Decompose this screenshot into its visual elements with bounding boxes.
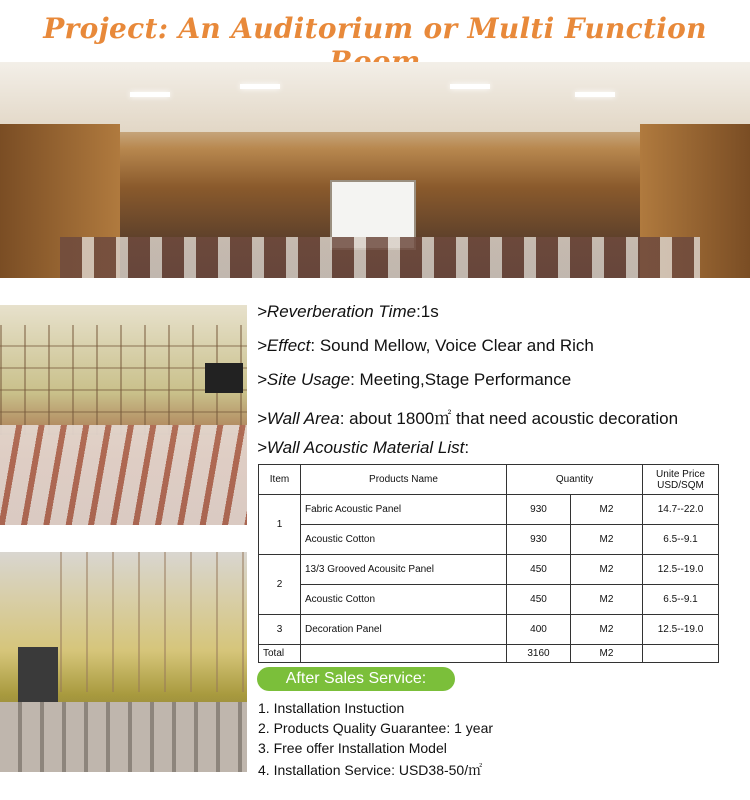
table-row: [259, 585, 719, 615]
cell-item: 3: [259, 615, 301, 645]
cell-product: Decoration Panel: [301, 615, 507, 645]
cell-item: 2: [259, 555, 301, 615]
auditorium-panorama-photo: [0, 62, 750, 278]
spec-reverberation: >Reverberation Time:1s: [257, 302, 439, 321]
cell-unit: M2: [571, 585, 643, 615]
service-item: 2. Products Quality Guarantee: 1 year: [258, 720, 494, 736]
cell-unit: M2: [571, 495, 643, 525]
spec-site-usage: >Site Usage: Meeting,Stage Performance: [257, 370, 572, 389]
header-quantity: Quantity: [507, 465, 643, 495]
installation-photo-seats: [0, 305, 247, 525]
service-item: 1. Installation Instuction: [258, 700, 405, 716]
table-row: [259, 555, 719, 585]
after-sales-badge: After Sales Service:: [257, 667, 455, 691]
spec-material-list: >Wall Acoustic Material List:: [257, 438, 470, 457]
cell-qty: 930: [507, 525, 571, 555]
cell-price: 12.5--19.0: [643, 555, 719, 585]
cell-item: Total: [259, 645, 301, 663]
cell-product: Acoustic Cotton: [301, 525, 507, 555]
header-price: Unite Price USD/SQM: [643, 465, 719, 495]
page-title: Project: An Auditorium or Multi Function: [43, 12, 707, 45]
cell-qty: 400: [507, 615, 571, 645]
cell-unit: M2: [571, 615, 643, 645]
cell-product: Fabric Acoustic Panel: [301, 495, 507, 525]
cell-price: 6.5--9.1: [643, 525, 719, 555]
table-row: [259, 615, 719, 645]
service-item: 4. Installation Service: USD38-50/㎡: [258, 762, 483, 778]
cell-product: [301, 645, 507, 663]
cell-qty: 450: [507, 585, 571, 615]
table-row: [259, 495, 719, 525]
cell-unit: M2: [571, 525, 643, 555]
table-row: [259, 525, 719, 555]
cell-qty: 930: [507, 495, 571, 525]
cell-qty: 3160: [507, 645, 571, 663]
header-product: Products Name: [301, 465, 507, 495]
cell-unit: M2: [571, 555, 643, 585]
material-table: [258, 464, 719, 663]
spec-effect: >Effect: Sound Mellow, Voice Clear and Rich: [257, 336, 594, 355]
cell-product: Acoustic Cotton: [301, 585, 507, 615]
cell-unit: M2: [571, 645, 643, 663]
cell-price: [643, 645, 719, 663]
header-item: Item: [259, 465, 301, 495]
cell-price: 12.5--19.0: [643, 615, 719, 645]
cell-qty: 450: [507, 555, 571, 585]
cell-price: 6.5--9.1: [643, 585, 719, 615]
cell-product: 13/3 Grooved Acousitc Panel: [301, 555, 507, 585]
installation-photo-workers: [0, 552, 247, 772]
spec-wall-area: >Wall Area: about 1800㎡ that need acoustic decoration: [257, 409, 679, 428]
table-total-row: [259, 645, 719, 663]
cell-item: 1: [259, 495, 301, 555]
service-item: 3. Free offer Installation Model: [258, 740, 447, 756]
table-header-row: [259, 465, 719, 495]
cell-price: 14.7--22.0: [643, 495, 719, 525]
